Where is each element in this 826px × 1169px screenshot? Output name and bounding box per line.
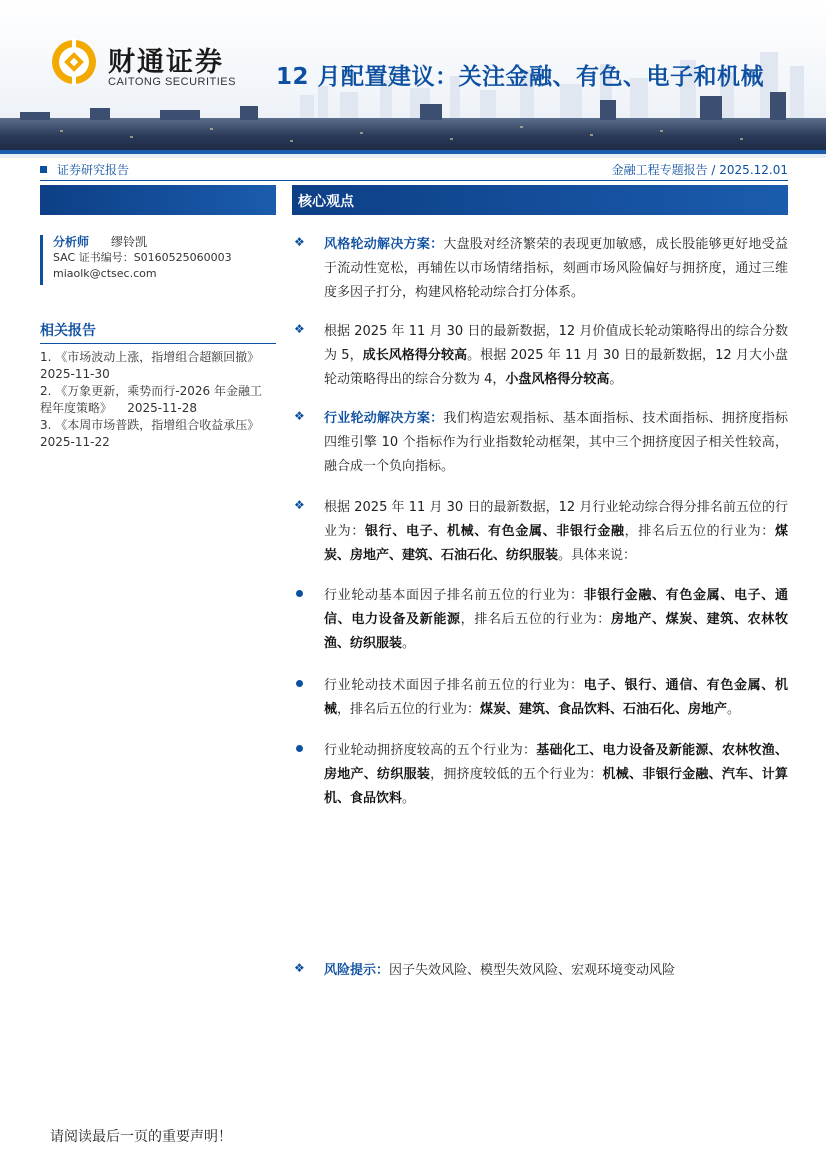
point-body: 行业轮动拥挤度较高的五个行业为： <box>324 743 537 758</box>
dot-bullet-icon <box>296 745 303 752</box>
caitong-logo-icon <box>50 38 98 86</box>
point-body: 行业轮动基本面因子排名前五位的行业为： <box>324 588 584 603</box>
related-report-date: 2025-11-22 <box>40 435 110 449</box>
analyst-sac-number: SAC 证书编号：S0160525060003 <box>53 251 232 264</box>
point-text <box>324 959 788 983</box>
risk-warning-point <box>292 959 788 983</box>
point-emphasis: 成长风格得分较高 <box>362 348 468 363</box>
point-emphasis: 煤炭、建筑、食品饮料、石油石化、房地产 <box>480 702 728 717</box>
point-emphasis: 房地产、煤炭、建筑、农林牧渔、纺织服装 <box>324 612 788 651</box>
report-header <box>0 0 826 158</box>
analyst-email[interactable]: miaolk@ctsec.com <box>53 267 157 280</box>
risk-body: 因子失效风险、模型失效风险、宏观环境变动风险 <box>389 963 676 978</box>
point-label: 风格轮动解决方案： <box>324 237 444 252</box>
point-body: 。 <box>402 791 416 806</box>
point-emphasis: 银行、电子、机械、有色金属、非银行金融 <box>365 524 625 539</box>
technical-factor-point <box>292 674 788 722</box>
point-body: ，排名后五位的行业为： <box>337 702 481 717</box>
point-text <box>324 584 788 656</box>
company-logo <box>50 38 250 94</box>
point-emphasis: 小盘风格得分较高 <box>505 372 610 387</box>
point-emphasis: 机械、非银行金融、汽车、计算机、食品饮料 <box>324 767 788 806</box>
point-text <box>324 233 788 305</box>
analyst-name: 缪铃凯 <box>111 235 148 249</box>
report-info-row <box>40 159 788 181</box>
point-body: 。具体来说： <box>558 548 637 563</box>
core-views-title: 核心观点 <box>298 194 354 210</box>
logo-english-name: CAITONG SECURITIES <box>108 76 236 88</box>
square-bullet-icon <box>40 166 47 173</box>
diamond-bullet-icon: ❖ <box>294 409 305 423</box>
crowding-factor-point <box>292 739 788 811</box>
related-report-item[interactable]: 3. 《本周市场普跌，指增组合收益承压》 <box>40 418 260 432</box>
point-text <box>324 407 788 479</box>
point-text <box>324 674 788 722</box>
dot-bullet-icon <box>296 680 303 687</box>
sidebar-header-bar <box>40 185 276 215</box>
style-rotation-point <box>292 233 788 305</box>
analyst-info <box>40 235 276 285</box>
point-body: 。 <box>609 372 623 387</box>
point-body: 行业轮动技术面因子排名前五位的行业为： <box>324 678 584 693</box>
point-emphasis: 煤炭、房地产、建筑、石油石化、纺织服装 <box>324 524 788 563</box>
related-reports <box>40 320 276 451</box>
analyst-line <box>53 235 276 250</box>
diamond-bullet-icon: ❖ <box>294 498 305 512</box>
point-body: 我们构造宏观指标、基本面指标、技术面指标、拥挤度指标四维引擎 10 个指标作为行业指数轮动框架，其中三个拥挤度因子相关性较高，融合成一个负向指标。 <box>324 411 788 474</box>
point-emphasis: 基础化工、电力设备及新能源、农林牧渔、房地产、纺织服装 <box>324 743 788 782</box>
dot-bullet-icon <box>296 590 303 597</box>
related-report-item[interactable]: 程年度策略》 2025-11-28 <box>40 401 197 415</box>
point-body: 根据 2025 年 11 月 30 日的最新数据，12 月行业轮动综合得分排名前五位的行业为： <box>324 500 788 539</box>
point-body: 。根据 2025 年 11 月 30 日的最新数据，12 月大小盘轮动策略得出的综合分数为 4， <box>324 348 788 387</box>
related-reports-title: 相关报告 <box>40 320 276 344</box>
point-text <box>324 496 788 568</box>
point-body: ，拥挤度较低的五个行业为： <box>430 767 603 782</box>
point-body: ，排名后五位的行业为： <box>460 612 611 627</box>
industry-rotation-point <box>292 407 788 479</box>
fundamental-factor-point <box>292 584 788 656</box>
risk-label: 风险提示： <box>324 963 390 978</box>
core-views-header <box>292 185 788 215</box>
point-body: 大盘股对经济繁荣的表现更加敏感，成长股能够更好地受益于流动性宽松，再辅佐以市场情绪指标，刻画市场风险偏好与拥挤度，通过三维度多因子打分，构建风格轮动综合打分体系。 <box>324 237 788 300</box>
diamond-bullet-icon: ❖ <box>294 235 305 249</box>
related-reports-list <box>40 349 276 451</box>
logo-chinese-name: 财通证券 <box>108 47 224 78</box>
point-body: 根据 2025 年 11 月 30 日的最新数据，12 月价值成长轮动策略得出的综合分数为 5， <box>324 324 788 363</box>
diamond-bullet-icon: ❖ <box>294 322 305 336</box>
report-type <box>40 161 129 178</box>
style-rotation-result-point <box>292 320 788 392</box>
point-text <box>324 739 788 811</box>
point-body: ，排名后五位的行业为： <box>624 524 775 539</box>
related-report-date: 2025-11-30 <box>40 367 110 381</box>
diamond-bullet-icon: ❖ <box>294 961 305 975</box>
analyst-label: 分析师 <box>53 235 90 249</box>
related-report-item[interactable]: 1. 《市场波动上涨，指增组合超额回撤》 <box>40 350 260 364</box>
industry-rotation-result-point <box>292 496 788 568</box>
disclaimer-note: 请阅读最后一页的重要声明！ <box>50 1129 232 1145</box>
point-emphasis: 非银行金融、有色金属、电子、通信、电力设备及新能源 <box>324 588 788 627</box>
report-category-date: 金融工程专题报告 / 2025.12.01 <box>611 163 788 177</box>
point-label: 行业轮动解决方案： <box>324 411 444 426</box>
point-emphasis: 电子、银行、通信、有色金属、机械 <box>324 678 788 717</box>
point-text <box>324 320 788 392</box>
point-body: 。 <box>402 636 416 651</box>
related-report-item[interactable]: 2. 《万象更新，乘势而行-2026 年金融工 <box>40 384 262 398</box>
report-title: 12 月配置建议：关注金融、有色、电子和机械 <box>276 64 765 90</box>
report-type-label: 证券研究报告 <box>57 163 130 177</box>
point-body: 。 <box>727 702 741 717</box>
